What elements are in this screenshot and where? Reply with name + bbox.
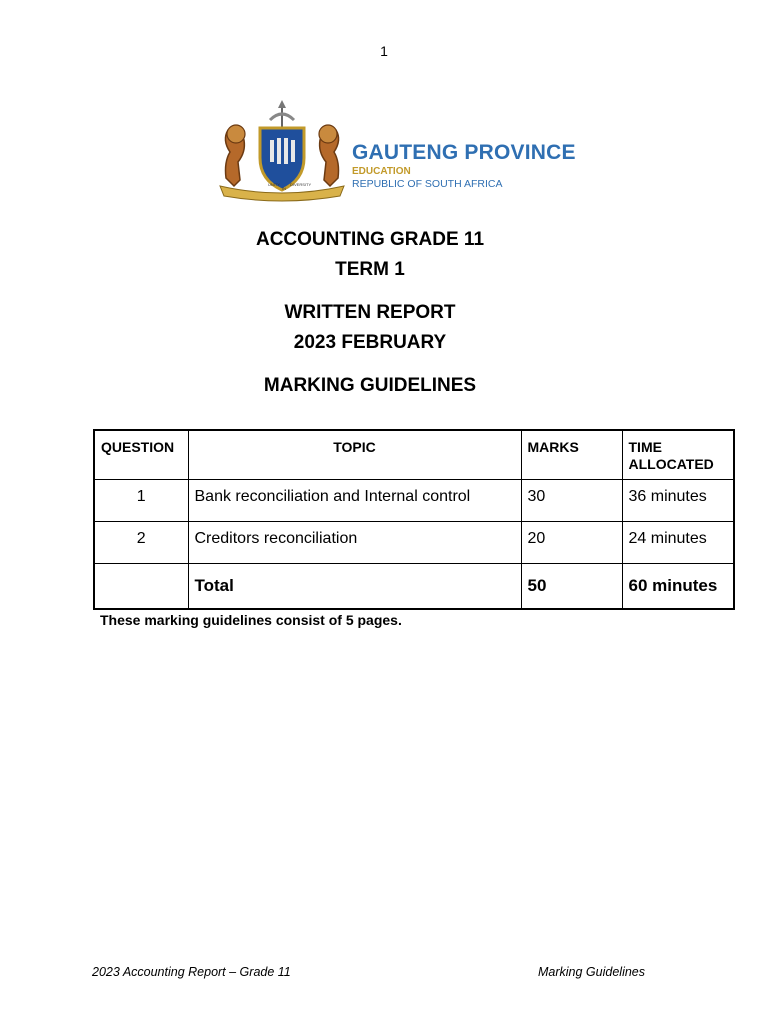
row-topic: Bank reconciliation and Internal control [188,480,521,522]
banner-left-text: UNITY [268,182,280,187]
row-question: 1 [94,480,188,522]
header-question: QUESTION [94,430,188,480]
subject-heading: ACCOUNTING GRADE 11 [255,229,485,250]
term-heading: TERM 1 [335,259,405,280]
logo-title: GAUTENG PROVINCE [352,141,576,164]
row-marks: 30 [521,480,622,522]
pages-note: These marking guidelines consist of 5 pages. [100,612,402,628]
header-marks: MARKS [521,430,622,480]
row-time: 36 minutes [622,480,734,522]
doc-type-heading: MARKING GUIDELINES [263,375,477,396]
footer-right: Marking Guidelines [538,965,645,979]
summary-table [93,429,735,610]
gauteng-logo [200,100,580,206]
date-heading: 2023 FEBRUARY [293,332,447,353]
page-number: 1 [380,43,388,59]
table-total-row [94,564,734,610]
total-label: Total [188,564,521,610]
footer-left: 2023 Accounting Report – Grade 11 [92,965,291,979]
table-row [94,522,734,564]
row-marks: 20 [521,522,622,564]
total-marks: 50 [521,564,622,610]
banner-right-text: DIVERSITY [290,182,312,187]
row-question: 2 [94,522,188,564]
table-row [94,480,734,522]
row-time: 24 minutes [622,522,734,564]
report-heading: WRITTEN REPORT [284,302,456,323]
header-time: TIME ALLOCATED [622,430,734,480]
total-time: 60 minutes [622,564,734,610]
banner-center-text: IN [282,186,286,191]
logo-country: REPUBLIC OF SOUTH AFRICA [352,178,503,190]
row-topic: Creditors reconciliation [188,522,521,564]
coat-of-arms-icon [200,100,350,206]
logo-subtitle: EDUCATION [352,166,411,177]
total-empty-cell [94,564,188,610]
header-topic: TOPIC [188,430,521,480]
table-header-row [94,430,734,480]
